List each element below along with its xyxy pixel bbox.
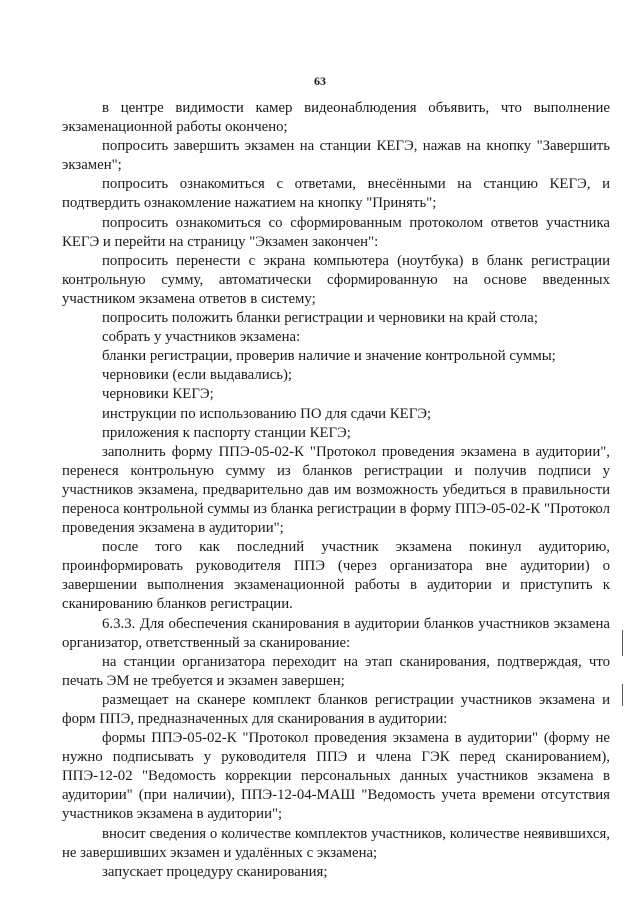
paragraph-inform-head: после того как последний участник экзамена покинул аудиторию, проинформировать руководителя ППЭ (через организатора вне аудитории) о завершении выполнения экзаменационной работы в аудитории и приступить к сканированию бланков регистрации. bbox=[62, 539, 610, 613]
scan-margin-mark-upper bbox=[622, 630, 623, 656]
paragraph-announce-end: в центре видимости камер видеонаблюдения объявить, что выполнение экзаменационной работы окончено; bbox=[62, 100, 610, 136]
paragraph-forms-list: формы ППЭ-05-02-К "Протокол проведения экзамена в аудитории" (форму не нужно подписывать у руководителя ППЭ и члена ГЭК перед сканированием), ППЭ-12-02 "Ведомость коррекции персональных данных участников экзамена в аудитории" (при наличии), ППЭ-12-04-МАШ "Ведомость учета времени отсутствия участников экзамена в аудитории"; bbox=[62, 730, 610, 823]
list-item-instructions: инструкции по использованию ПО для сдачи КЕГЭ; bbox=[102, 405, 432, 422]
section-6-3-3: 6.3.3. Для обеспечения сканирования в аудитории бланков участников экзамена организатор, ответственный за сканирование: bbox=[62, 615, 610, 651]
page-number: 63 bbox=[314, 74, 326, 88]
scan-margin-mark-lower bbox=[622, 684, 623, 706]
paragraph-fill-form: заполнить форму ППЭ-05-02-К "Протокол проведения экзамена в аудитории", перенеся контрольную сумму из бланков регистрации и получив подписи у участников экзамена, предварительно дав им возможность убедиться в правильности переноса контрольной суммы из бланка регистрации в форму ППЭ-05-02-К "Протокол проведения экзамена в аудитории"; bbox=[62, 443, 610, 537]
list-item-kege-drafts: черновики КЕГЭ; bbox=[102, 386, 214, 403]
paragraph-review-answers: попросить ознакомиться с ответами, внесёнными на станцию КЕГЭ, и подтвердить ознакомление нажатием на кнопку "Принять"; bbox=[62, 176, 610, 212]
paragraph-start-scanning: запускает процедуру сканирования; bbox=[102, 863, 328, 880]
paragraph-enter-counts: вносит сведения о количестве комплектов участников, количестве неявившихся, не завершивших экзамен и удалённых с экзамена; bbox=[62, 825, 610, 861]
list-item-drafts: черновики (если выдавались); bbox=[102, 367, 293, 384]
list-item-station-passport: приложения к паспорту станции КЕГЭ; bbox=[102, 424, 351, 441]
paragraph-finish-exam: попросить завершить экзамен на станции КЕГЭ, нажав на кнопку "Завершить экзамен"; bbox=[62, 138, 610, 174]
paragraph-review-protocol: попросить ознакомиться со сформированным протоколом ответов участника КЕГЭ и перейти на страницу "Экзамен закончен": bbox=[62, 214, 610, 250]
list-item-registration-forms: бланки регистрации, проверив наличие и значение контрольной суммы; bbox=[102, 348, 556, 365]
paragraph-scanning-stage: на станции организатора переходит на этап сканирования, подтверждая, что печать ЭМ не требуется и экзамен завершен; bbox=[62, 653, 610, 689]
paragraph-place-on-scanner: размещает на сканере комплект бланков регистрации участников экзамена и форм ППЭ, предназначенных для сканирования в аудитории: bbox=[62, 691, 610, 727]
paragraph-place-forms: попросить положить бланки регистрации и черновики на край стола; bbox=[102, 310, 538, 327]
paragraph-transfer-checksum: попросить перенести с экрана компьютера (ноутбука) в бланк регистрации контрольную сумму, автоматически сформированную на основе введенных участником экзамена ответов в систему; bbox=[62, 252, 610, 307]
document-body bbox=[62, 99, 610, 882]
paragraph-collect: собрать у участников экзамена: bbox=[102, 329, 301, 346]
